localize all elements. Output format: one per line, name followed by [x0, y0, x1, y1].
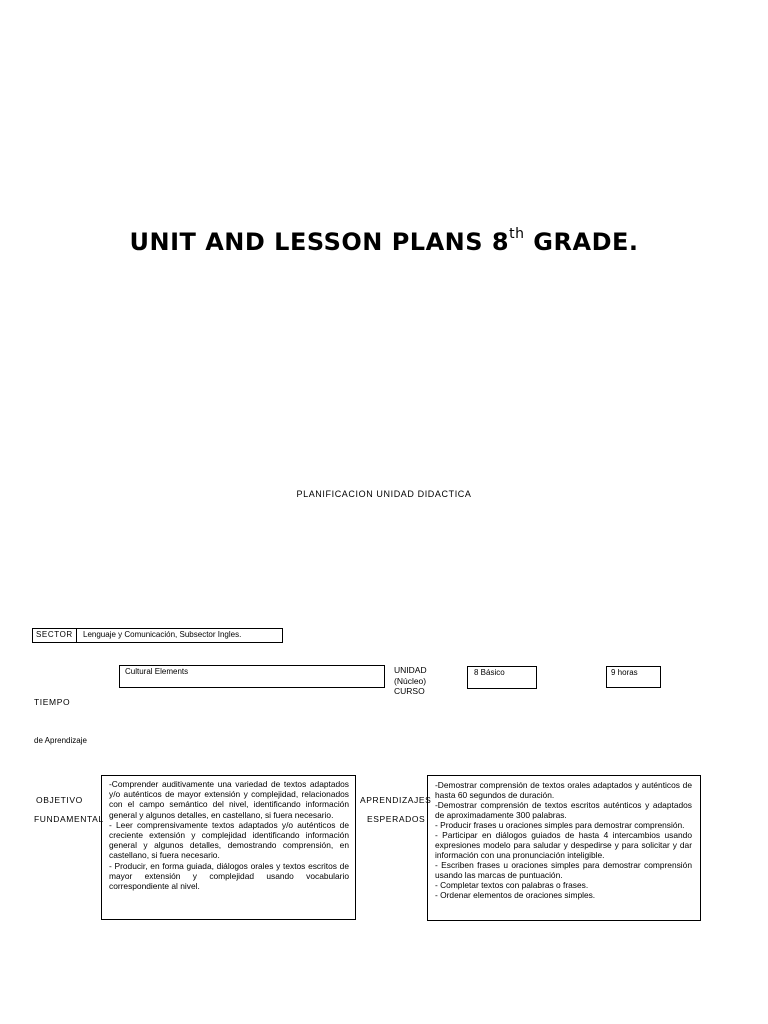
objetivo-item: - Leer comprensivamente textos adaptados y/o auténticos de creciente extensión y complejidad identificando información general y algunos detalles, demostrando comprensión, en castellano, si fuera necesario.	[109, 819, 349, 861]
sector-label: SECTOR	[33, 629, 77, 642]
objetivo-item: -Comprender auditivamente una variedad de textos adaptados y/o auténticos de mayor extensión y complejidad, relacionados con el campo semántico del nivel, identificando información general y algunos detalles, en castellano, si fuera necesario.	[109, 779, 349, 820]
fundamental-label: FUNDAMENTAL	[34, 814, 104, 824]
course-value: 8 Básico	[474, 668, 505, 677]
unit-value: Cultural Elements	[125, 667, 189, 676]
aprendizaje-item: - Escriben frases u oraciones simples para demostrar comprensión usando las marcas de puntuación.	[435, 860, 692, 880]
aprendizaje-label: de Aprendizaje	[34, 736, 87, 745]
course-value-box	[467, 666, 537, 689]
time-value-box	[606, 666, 661, 688]
objetivo-label: OBJETIVO	[36, 795, 83, 805]
sector-row	[32, 628, 283, 643]
aprendizaje-item: -Demostrar comprensión de textos escritos auténticos y adaptados de aproximadamente 300 palabras.	[435, 800, 692, 820]
unit-value-box	[119, 665, 385, 688]
sector-value: Lenguaje y Comunicación, Subsector Ingles.	[83, 630, 242, 639]
aprendizajes-label: APRENDIZAJES	[360, 795, 432, 805]
unit-label: UNIDAD	[394, 665, 427, 675]
objetivo-item: - Producir, en forma guiada, diálogos orales y textos escritos de mayor extensión y complejidad usando vocabulario correspondiente al nivel.	[109, 860, 349, 892]
aprendizaje-item: - Ordenar elementos de oraciones simples.	[435, 890, 596, 900]
objetivos-box	[101, 775, 356, 920]
aprendizaje-item: - Participar en diálogos guiados de hasta 4 intercambios usando expresiones modelo para saludar y despedirse y para solicitar y dar información con una pronunciación inteligible.	[435, 830, 692, 860]
aprendizaje-item: - Producir frases u oraciones simples para demostrar comprensión.	[435, 820, 685, 830]
aprendizaje-item: -Demostrar comprensión de textos orales adaptados y auténticos de hasta 60 segundos de duración.	[435, 780, 692, 800]
title-end-text: GRADE.	[524, 228, 639, 256]
title-superscript: th	[509, 226, 525, 242]
document-title	[0, 228, 768, 256]
aprendizaje-item: - Completar textos con palabras o frases.	[435, 880, 589, 890]
aprendizajes-box	[427, 775, 701, 921]
unit-label-group	[394, 665, 427, 697]
time-value: 9 horas	[611, 668, 638, 677]
tiempo-label: TIEMPO	[34, 697, 71, 707]
title-text: UNIT AND LESSON PLANS 8	[129, 228, 510, 256]
nucleo-label: (Núcleo)	[394, 675, 427, 686]
course-label: CURSO	[394, 686, 425, 696]
esperados-label: ESPERADOS	[367, 814, 426, 824]
planning-subtitle: PLANIFICACION UNIDAD DIDACTICA	[296, 489, 472, 499]
